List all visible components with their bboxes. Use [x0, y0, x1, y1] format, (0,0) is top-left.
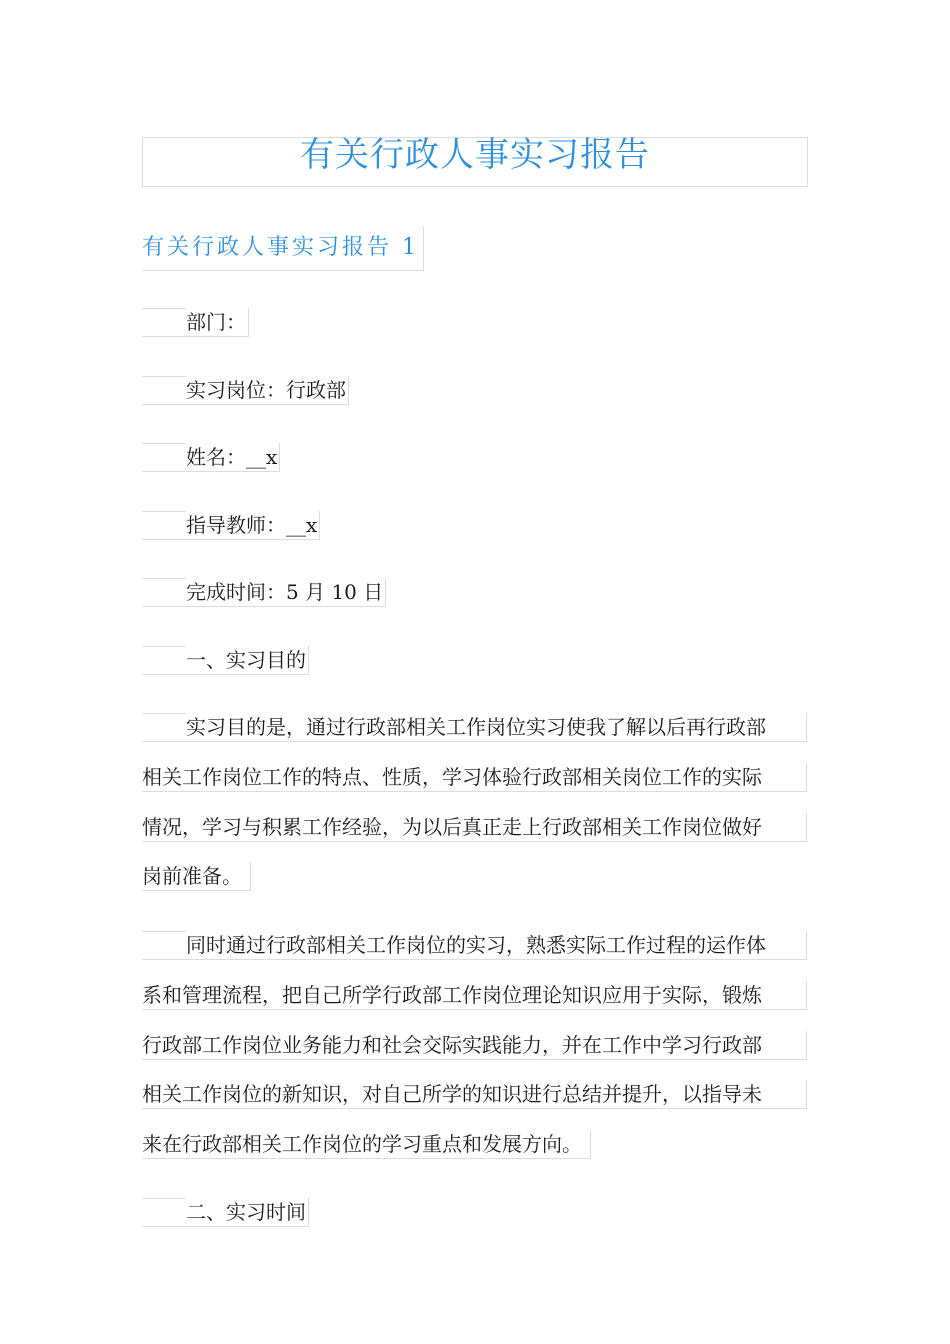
para1-line-text: 相关工作岗位工作的特点、性质，学习体验行政部相关岗位工作的实际: [142, 765, 762, 789]
para2-line-text: 同时通过行政部相关工作岗位的实习，熟悉实际工作过程的运作体: [186, 933, 766, 957]
para1-line: [142, 713, 807, 742]
section-heading-1-text: 一、实习目的: [186, 648, 306, 672]
field-department-text: 部门：: [186, 310, 246, 334]
para2-line-text: 相关工作岗位的新知识，对自己所学的知识进行总结并提升，以指导未: [142, 1082, 762, 1106]
para1-line-text: 实习目的是，通过行政部相关工作岗位实习使我了解以后再行政部: [186, 715, 766, 739]
field-instructor: [142, 511, 320, 540]
para2-line: [142, 931, 807, 960]
field-name: [142, 443, 280, 472]
para2-line: [142, 1031, 807, 1060]
report-subtitle: 有关行政人事实习报告 1: [142, 226, 424, 271]
section-heading-2-text: 二、实习时间: [186, 1200, 306, 1224]
field-position: [142, 376, 349, 405]
para1-line: [142, 862, 251, 891]
section-heading-2: [142, 1198, 309, 1227]
field-position-text: 实习岗位：行政部: [186, 378, 346, 402]
field-name-text: 姓名：__x: [186, 445, 278, 469]
para2-line: [142, 1080, 807, 1109]
para1-line: [142, 813, 807, 842]
para2-line: [142, 981, 807, 1010]
field-completion: [142, 578, 386, 607]
para1-line-text: 岗前准备。: [142, 864, 242, 888]
para2-line: [142, 1130, 591, 1159]
para2-line-text: 来在行政部相关工作岗位的学习重点和发展方向。: [142, 1132, 582, 1156]
section-heading-1: [142, 646, 309, 675]
field-completion-text: 完成时间：5 月 10 日: [186, 580, 384, 604]
para1-line-text: 情况，学习与积累工作经验，为以后真正走上行政部相关工作岗位做好: [142, 815, 762, 839]
document-title: 有关行政人事实习报告: [300, 135, 650, 175]
document-title-box: [142, 137, 808, 187]
field-department: [142, 308, 249, 337]
para1-line: [142, 763, 807, 792]
para2-line-text: 系和管理流程，把自己所学行政部工作岗位理论知识应用于实际，锻炼: [142, 983, 762, 1007]
para2-line-text: 行政部工作岗位业务能力和社会交际实践能力，并在工作中学习行政部: [142, 1033, 762, 1057]
field-instructor-text: 指导教师：__x: [186, 513, 318, 537]
